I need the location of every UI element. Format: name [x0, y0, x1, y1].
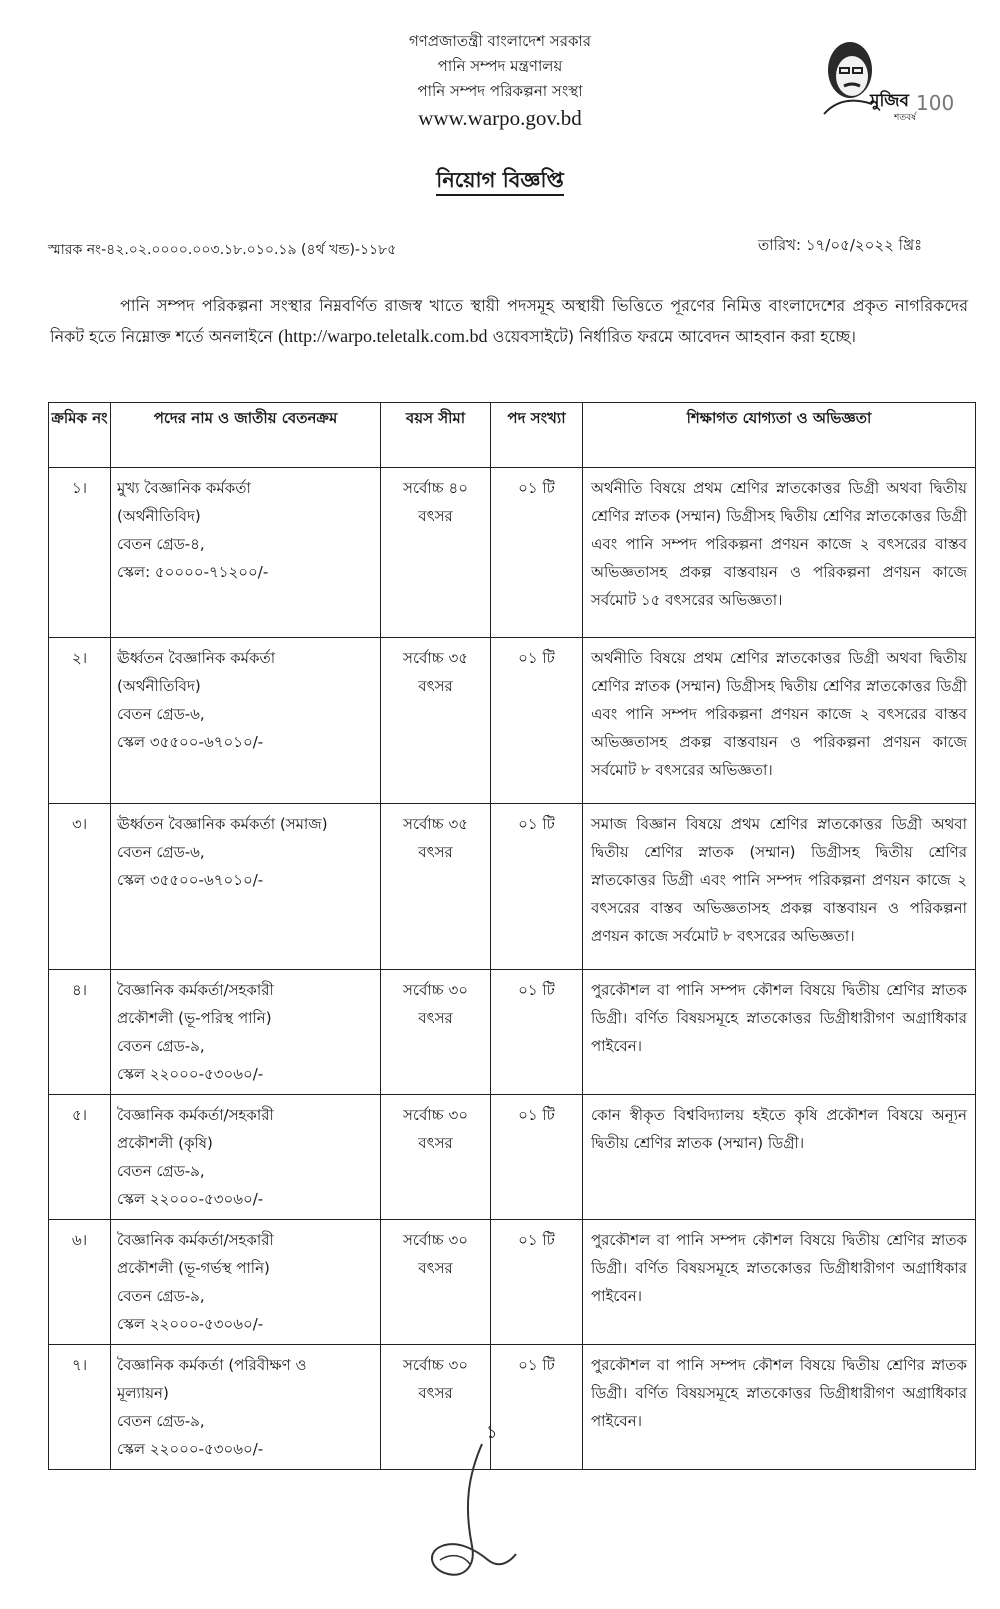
header-post: পদের নাম ও জাতীয় বেতনক্রম	[111, 403, 381, 468]
row-post-count: ০১ টি	[491, 1220, 583, 1345]
row-serial: ৭।	[49, 1345, 111, 1470]
row-post	[111, 970, 381, 1095]
application-url[interactable]: (http://warpo.teletalk.com.bd	[278, 326, 488, 346]
post-line: বৈজ্ঞানিক কর্মকর্তা/সহকারী	[117, 1106, 274, 1124]
memo-number: স্মারক নং-৪২.০২.০০০০.০০৩.১৮.০১০.১৯ (৪র্থ খন্ড)-১১৮৫	[48, 242, 397, 258]
post-line: মুখ্য বৈজ্ঞানিক কর্মকর্তা	[117, 479, 251, 497]
table-row	[49, 1220, 976, 1345]
post-line: স্কেল ৩৫৫০০-৬৭০১০/-	[117, 871, 264, 889]
post-line: বেতন গ্রেড-৬,	[117, 843, 205, 861]
post-line: বেতন গ্রেড-৯,	[117, 1287, 205, 1305]
ministry-name: পানি সম্পদ মন্ত্রণালয়	[437, 57, 563, 75]
row-serial: ২।	[49, 638, 111, 804]
post-line: (অর্থনীতিবিদ)	[117, 677, 201, 695]
notice-title-text: নিয়োগ বিজ্ঞপ্তি	[436, 168, 564, 196]
row-post-count: ০১ টি	[491, 638, 583, 804]
row-qualification: পুরকৌশল বা পানি সম্পদ কৌশল বিষয়ে দ্বিতীয় শ্রেণির স্নাতক ডিগ্রী। বর্ণিত বিষয়সমূহে স্নাতকোত্তর ডিগ্রীধারীগণ অগ্রাধিকার পাইবেন।	[583, 1345, 976, 1470]
row-age-limit: সর্বোচ্চ ৩০ বৎসর	[381, 1095, 491, 1220]
govt-name: গণপ্রজাতন্ত্রী বাংলাদেশ সরকার	[408, 32, 592, 50]
signature	[412, 1436, 532, 1586]
row-qualification: পুরকৌশল বা পানি সম্পদ কৌশল বিষয়ে দ্বিতীয় শ্রেণির স্নাতক ডিগ্রী। বর্ণিত বিষয়সমূহে স্নাতকোত্তর ডিগ্রীধারীগণ অগ্রাধিকার পাইবেন।	[583, 1220, 976, 1345]
post-line: বেতন গ্রেড-৬,	[117, 705, 205, 723]
table-row	[49, 970, 976, 1095]
logo-text: মুজিব	[870, 91, 909, 111]
logo-year: 100	[916, 91, 955, 115]
table-row	[49, 468, 976, 638]
notice-date: তারিখ: ১৭/০৫/২০২২ খ্রিঃ	[758, 236, 923, 254]
row-post-count: ০১ টি	[491, 970, 583, 1095]
row-post	[111, 1220, 381, 1345]
post-line: স্কেল ২২০০০-৫৩০৬০/-	[117, 1315, 264, 1333]
header-count: পদ সংখ্যা	[491, 403, 583, 468]
intro-text-2: ওয়েবসাইটে) নির্ধারিত ফরমে আবেদন আহবান করা হচ্ছে।	[492, 327, 856, 346]
row-age-limit: সর্বোচ্চ ৩০ বৎসর	[381, 970, 491, 1095]
header-qualification: শিক্ষাগত যোগ্যতা ও অভিজ্ঞতা	[583, 403, 976, 468]
row-age-limit: সর্বোচ্চ ৪০ বৎসর	[381, 468, 491, 638]
row-qualification: সমাজ বিজ্ঞান বিষয়ে প্রথম শ্রেণির স্নাতকোত্তর ডিগ্রী অথবা দ্বিতীয় শ্রেণির স্নাতক (সম্মান) ডিগ্রীসহ দ্বিতীয় শ্রেণির স্নাতকোত্তর ডিগ্রী এবং পানি সম্পদ পরিকল্পনা প্রণয়ন কাজে ২ বৎসরের বাস্তব অভিজ্ঞতাসহ প্রকল্প বাস্তবায়ন ও পরিকল্পনা প্রণয়ন কাজে সর্বমোট ৮ বৎসরের অভিজ্ঞতা।	[583, 804, 976, 970]
table-row	[49, 804, 976, 970]
row-age-limit: সর্বোচ্চ ৩৫ বৎসর	[381, 804, 491, 970]
notice-title	[380, 164, 620, 199]
post-line: স্কেল ২২০০০-৫৩০৬০/-	[117, 1190, 264, 1208]
mujib-centenary-logo	[812, 24, 962, 124]
row-post	[111, 468, 381, 638]
row-serial: ৬।	[49, 1220, 111, 1345]
post-line: প্রকৌশলী (কৃষি)	[117, 1134, 213, 1152]
page-number: ১	[486, 1422, 498, 1443]
row-post-count: ০১ টি	[491, 804, 583, 970]
table-row	[49, 1095, 976, 1220]
header-age: বয়স সীমা	[381, 403, 491, 468]
post-line: বৈজ্ঞানিক কর্মকর্তা (পরিবীক্ষণ ও	[117, 1356, 307, 1374]
post-line: ঊর্ধ্বতন বৈজ্ঞানিক কর্মকর্তা	[117, 649, 276, 667]
header-serial: ক্রমিক নং	[49, 403, 111, 468]
row-post	[111, 804, 381, 970]
post-line: (অর্থনীতিবিদ)	[117, 507, 201, 525]
table-header-row	[49, 403, 976, 468]
row-qualification: অর্থনীতি বিষয়ে প্রথম শ্রেণির স্নাতকোত্তর ডিগ্রী অথবা দ্বিতীয় শ্রেণির স্নাতক (সম্মান) ডিগ্রীসহ দ্বিতীয় শ্রেণির স্নাতকোত্তর ডিগ্রী এবং পানি সম্পদ পরিকল্পনা প্রণয়ন কাজে ২ বৎসরের বাস্তব অভিজ্ঞতাসহ প্রকল্প বাস্তবায়ন ও পরিকল্পনা প্রণয়ন কাজে সর্বমোট ৮ বৎসরের অভিজ্ঞতা।	[583, 638, 976, 804]
row-serial: ৫।	[49, 1095, 111, 1220]
post-line: বেতন গ্রেড-৯,	[117, 1162, 205, 1180]
row-serial: ৪।	[49, 970, 111, 1095]
post-line: মূল্যায়ন)	[117, 1384, 169, 1402]
logo-subtext: শতবর্ষ	[894, 113, 917, 123]
row-post-count: ০১ টি	[491, 1345, 583, 1470]
row-qualification: কোন স্বীকৃত বিশ্ববিদ্যালয় হইতে কৃষি প্রকৌশল বিষয়ে অন্যূন দ্বিতীয় শ্রেণির স্নাতক (সম্মান) ডিগ্রী।	[583, 1095, 976, 1220]
vacancy-table	[48, 402, 976, 1470]
row-post	[111, 1095, 381, 1220]
post-line: প্রকৌশলী (ভূ-গর্ভস্থ পানি)	[117, 1259, 270, 1277]
row-serial: ১।	[49, 468, 111, 638]
intro-paragraph	[50, 290, 968, 352]
row-post	[111, 638, 381, 804]
row-post-count: ০১ টি	[491, 1095, 583, 1220]
row-qualification: অর্থনীতি বিষয়ে প্রথম শ্রেণির স্নাতকোত্তর ডিগ্রী অথবা দ্বিতীয় শ্রেণির স্নাতক (সম্মান) ডিগ্রীসহ দ্বিতীয় শ্রেণির স্নাতকোত্তর ডিগ্রী এবং পানি সম্পদ পরিকল্পনা প্রণয়ন কাজে ২ বৎসরের বাস্তব অভিজ্ঞতাসহ প্রকল্প বাস্তবায়ন ও পরিকল্পনা প্রণয়ন কাজে সর্বমোট ১৫ বৎসরের অভিজ্ঞতা।	[583, 468, 976, 638]
row-post-count: ০১ টি	[491, 468, 583, 638]
website-link[interactable]: www.warpo.gov.bd	[418, 106, 582, 130]
row-qualification: পুরকৌশল বা পানি সম্পদ কৌশল বিষয়ে দ্বিতীয় শ্রেণির স্নাতক ডিগ্রী। বর্ণিত বিষয়সমূহে স্নাতকোত্তর ডিগ্রীধারীগণ অগ্রাধিকার পাইবেন।	[583, 970, 976, 1095]
table-body	[49, 468, 976, 1470]
post-line: প্রকৌশলী (ভূ-পরিস্থ পানি)	[117, 1009, 272, 1027]
post-line: ঊর্ধ্বতন বৈজ্ঞানিক কর্মকর্তা (সমাজ)	[117, 815, 328, 833]
intro-text-1: পানি সম্পদ পরিকল্পনা সংস্থার নিম্নবর্ণিত রাজস্ব খাতে স্থায়ী পদসমূহ অস্থায়ী ভিত্তিতে পূরণের নিমিত্ত বাংলাদেশের প্রকৃত নাগরিকদের নিকট হতে নিম্নোক্ত শর্তে অনলাইনে	[50, 296, 968, 346]
row-post	[111, 1345, 381, 1470]
table-row	[49, 638, 976, 804]
post-line: স্কেল ২২০০০-৫৩০৬০/-	[117, 1065, 264, 1083]
row-age-limit: সর্বোচ্চ ৩০ বৎসর	[381, 1345, 491, 1470]
post-line: বেতন গ্রেড-৯,	[117, 1037, 205, 1055]
row-age-limit: সর্বোচ্চ ৩৫ বৎসর	[381, 638, 491, 804]
row-serial: ৩।	[49, 804, 111, 970]
row-age-limit: সর্বোচ্চ ৩০ বৎসর	[381, 1220, 491, 1345]
post-line: স্কেল: ৫০০০০-৭১২০০/-	[117, 563, 269, 581]
organization-name: পানি সম্পদ পরিকল্পনা সংস্থা	[417, 82, 583, 100]
post-line: স্কেল ৩৫৫০০-৬৭০১০/-	[117, 733, 264, 751]
post-line: স্কেল ২২০০০-৫৩০৬০/-	[117, 1440, 264, 1458]
post-line: বৈজ্ঞানিক কর্মকর্তা/সহকারী	[117, 1231, 274, 1249]
post-line: বেতন গ্রেড-৯,	[117, 1412, 205, 1430]
post-line: বেতন গ্রেড-৪,	[117, 535, 205, 553]
post-line: বৈজ্ঞানিক কর্মকর্তা/সহকারী	[117, 981, 274, 999]
